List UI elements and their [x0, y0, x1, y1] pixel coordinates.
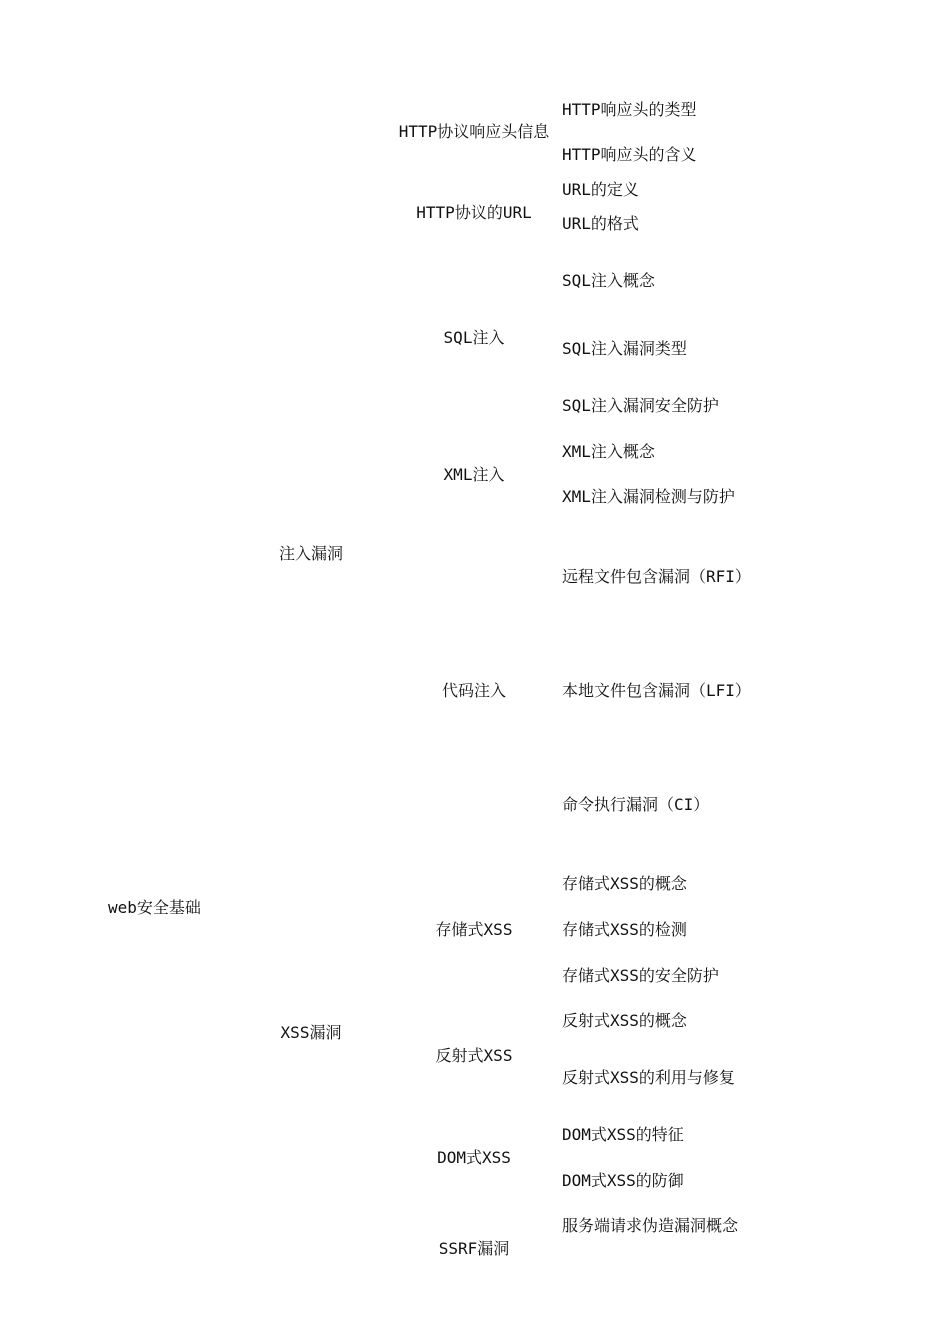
leaf-header-types: HTTP响应头的类型: [562, 100, 697, 119]
node-code: 代码注入: [441, 681, 507, 700]
node-sql: SQL注入: [443, 328, 505, 347]
leaf-xml-detect: XML注入漏洞检测与防护: [562, 487, 735, 506]
leaf-dom-defense: DOM式XSS的防御: [562, 1171, 684, 1190]
leaf-url-def: URL的定义: [562, 180, 639, 199]
leaf-reflected-concept: 反射式XSS的概念: [562, 1011, 687, 1030]
node-xml: XML注入: [443, 465, 505, 484]
leaf-rfi: 远程文件包含漏洞（RFI）: [562, 567, 751, 586]
leaf-header-meaning: HTTP响应头的含义: [562, 145, 697, 164]
leaf-lfi: 本地文件包含漏洞（LFI）: [562, 681, 751, 700]
node-http-header: HTTP协议响应头信息: [398, 122, 550, 141]
root-node: web安全基础: [108, 898, 201, 917]
leaf-dom-feature: DOM式XSS的特征: [562, 1125, 684, 1144]
leaf-stored-concept: 存储式XSS的概念: [562, 874, 687, 893]
leaf-xml-concept: XML注入概念: [562, 442, 655, 461]
leaf-stored-protect: 存储式XSS的安全防护: [562, 966, 719, 985]
node-ssrf: SSRF漏洞: [438, 1239, 510, 1258]
leaf-sql-concept: SQL注入概念: [562, 271, 655, 290]
node-injection: 注入漏洞: [278, 544, 344, 563]
leaf-ci: 命令执行漏洞（CI）: [562, 795, 710, 814]
node-http-url: HTTP协议的URL: [416, 203, 532, 222]
leaf-sql-types: SQL注入漏洞类型: [562, 339, 687, 358]
node-xss: XSS漏洞: [280, 1023, 342, 1042]
node-reflected-xss: 反射式XSS: [435, 1046, 513, 1065]
leaf-sql-protect: SQL注入漏洞安全防护: [562, 396, 719, 415]
leaf-reflected-fix: 反射式XSS的利用与修复: [562, 1068, 735, 1087]
node-dom-xss: DOM式XSS: [437, 1148, 511, 1167]
node-stored-xss: 存储式XSS: [435, 920, 513, 939]
leaf-ssrf-concept: 服务端请求伪造漏洞概念: [562, 1216, 739, 1235]
leaf-url-format: URL的格式: [562, 214, 639, 233]
leaf-stored-detect: 存储式XSS的检测: [562, 920, 687, 939]
